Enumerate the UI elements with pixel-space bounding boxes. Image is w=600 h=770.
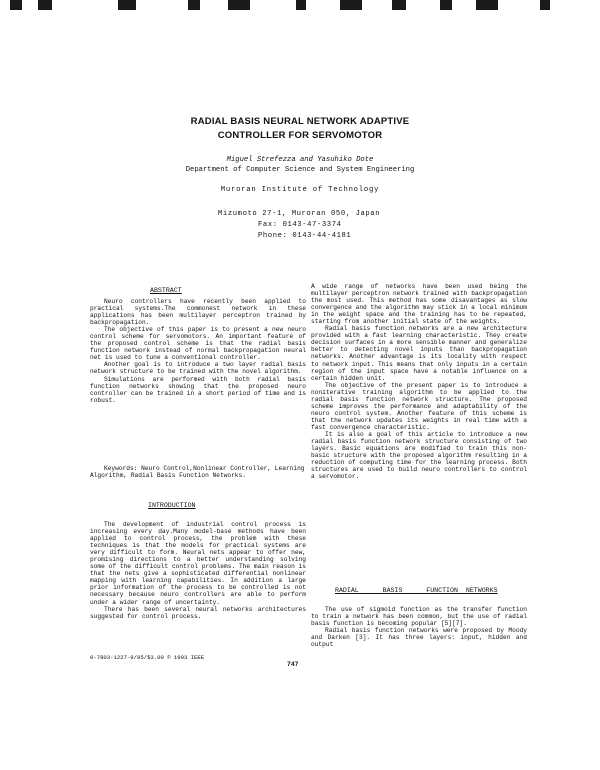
scan-mark — [440, 0, 452, 10]
paragraph: A wide range of networks have been used being the multilayer perceptron network trained with backpropagation the most used. This method has some disavantages as slow convergence and the algorithm may stick in a local minimum in the weight space and the training has to be repeated, starting from another initial state of the weights. — [311, 283, 527, 326]
scan-mark — [296, 0, 306, 10]
paper-title-line2: CONTROLLER FOR SERVOMOTOR — [217, 130, 383, 141]
section-heading-introduction: INTRODUCTION — [148, 502, 196, 509]
fax: Fax: 0143-47-3374 — [258, 221, 342, 229]
scan-mark — [118, 0, 136, 10]
phone: Phone: 0143-44-4181 — [258, 232, 352, 240]
paragraph: The development of industrial control process is increasing every day.Many model-base methods have been applied to control process, the problem with these techniques is that the models for practical systems are very difficult to form. Neural nets appear to offer new, promising directions to a better understanding solving some of the difficult control problems. The main reason is that the nets give a sophisticated differential nonlinear mapping with learning capabilities. In addition a large prior information of the process to be controlled is not necessary because neuro controllers are able to perform under a wider range of uncertainty. — [90, 521, 306, 606]
page-number: 747 — [287, 661, 299, 668]
paragraph: Simulations are performed with both radial basis function networks showing that the proposed neuro controller can be trained in a short period of time and is robust. — [90, 375, 306, 404]
institute: Muroran Institute of Technology — [220, 186, 380, 194]
scan-mark — [540, 0, 550, 10]
paragraph: Radial basis function networks were proposed by Moody and Darken [3]. It has three layers: input, hidden and output — [311, 627, 527, 649]
paragraph: The objective of this paper is to present a new neuro control scheme for servomotors. An important feature of the proposed control scheme is that the radial basis function network instead of normal backpropagation neural net is used to tune a conventional controller. — [90, 326, 306, 362]
paragraph: Another goal is to introduce a two layer radial basis network structure to be trained with the novel algorithm. — [90, 361, 306, 376]
scan-mark — [392, 0, 406, 10]
paper-title-line1: RADIAL BASIS NEURAL NETWORK ADAPTIVE — [190, 116, 410, 127]
scan-mark — [228, 0, 250, 10]
scan-mark — [340, 0, 362, 10]
right-column-body — [311, 283, 527, 480]
section-heading-rbfn: RADIAL BASIS FUNCTION NETWORKS — [335, 587, 498, 594]
paragraph: It is also a goal of this article to introduce a new radial basis function network structure consisting of two layers. Basic equations are modified to train this non-basic structure with the proposed algorithm resulting in a reduction of computing time for the learning process. Both structures are used to build neuro controllers to control a servomotor. — [311, 430, 527, 481]
introduction-body — [90, 521, 306, 620]
address: Mizumoto 27-1, Muroran 050, Japan — [218, 210, 381, 218]
paragraph: The objective of the present paper is to introduce a noniterative training algorithm to be applied to the radial basis function network structure. The proposed scheme improves the performance and adaptability of the neuro control system. Another feature of this scheme is that the network updates its weights in real time with a fast convergence characteristic. — [311, 381, 527, 431]
keywords: Keywords: Neuro Control,Nonlinear Controller, Learning Algorithm, Radial Basis Function Networks. — [90, 465, 305, 480]
paragraph: Neuro controllers have recently been applied to practical systems.The commonest network in these applications has been multilayer perceptron trained by backpropagation. — [90, 298, 306, 327]
isbn-footer: 0-7803-1227-9/95/$3.00 © 1993 IEEE — [90, 654, 205, 661]
paragraph: There has been several neural networks architectures suggested for control process. — [90, 605, 306, 620]
paragraph: The use of sigmoid function as the transfer function to train a network has been common, but the use of radial basis function is becoming popular [5][7]. — [311, 606, 527, 628]
rbfn-body — [311, 606, 527, 648]
department: Department of Computer Science and System Engineering — [185, 166, 415, 174]
authors: Miguel Strefezza and Yasuhiko Dote — [226, 156, 374, 164]
paragraph: Radial basis function networks are a new architecture provided with a fast learning characteristic. They create decision surfaces in a more sensible manner and generalize better to detecting novel inputs than backpropagation networks. Another advantage is its locality with respect to network input. This means that only inputs in a certain region of the input space have a notable influence on a certain hidden unit. — [311, 325, 527, 382]
scan-mark — [10, 0, 22, 10]
abstract-body — [90, 298, 306, 404]
section-heading-abstract: ABSTRACT — [150, 287, 182, 294]
scan-mark — [188, 0, 200, 10]
scan-mark — [476, 0, 498, 10]
scan-mark — [38, 0, 52, 10]
